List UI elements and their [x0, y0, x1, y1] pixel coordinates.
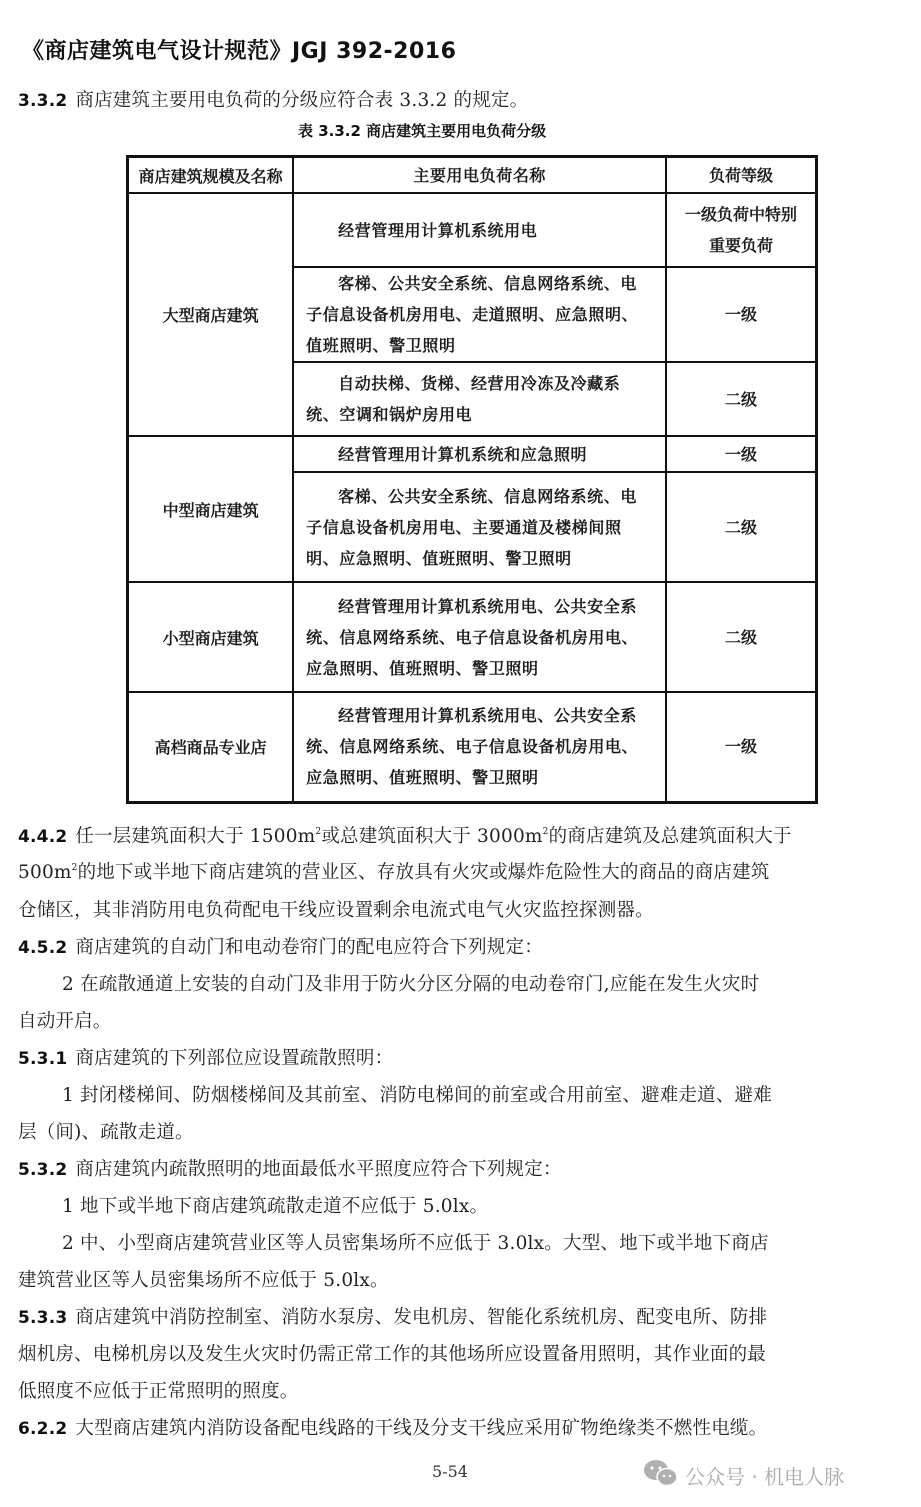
clause-3-3-2 — [18, 86, 528, 112]
clause-4-4-2-line-3: 仓储区，其非消防用电负荷配电干线应设置剩余电流式电气火灾监控探测器。 — [18, 900, 654, 921]
table-header-row — [128, 157, 817, 194]
clause-number: 5.3.1 — [18, 1049, 68, 1069]
clause-5-3-2 — [18, 1155, 562, 1181]
clause-5-3-3-line-3: 低照度不应低于正常照明的照度。 — [18, 1381, 299, 1402]
clause-5-3-1 — [18, 1044, 393, 1070]
load-cell — [293, 472, 666, 582]
clause-number: 4.5.2 — [18, 938, 68, 958]
clause-text: 商店建筑中消防控制室、消防水泵房、发电机房、智能化系统机房、配变电所、防排 — [75, 1307, 768, 1328]
group-name: 小型商店建筑 — [128, 582, 294, 692]
clause-4-4-2-line-1 — [18, 822, 792, 848]
clause-text: 大型商店建筑内消防设备配电线路的干线及分支干线应采用矿物绝缘类不燃性电缆。 — [75, 1418, 768, 1439]
clause-4-4-2-line-2 — [18, 858, 770, 884]
text-segment: 或总建筑面积大于 3000m — [321, 826, 543, 847]
load-text: 经营管理用计算机系统和应急照明 — [338, 444, 588, 464]
table-row — [128, 692, 817, 802]
grade-cell: 一级负荷中特别重要负荷 — [666, 193, 816, 267]
clause-6-2-2 — [18, 1414, 767, 1440]
table-row — [128, 582, 817, 692]
table-row — [128, 193, 817, 267]
grade-cell: 二级 — [666, 582, 816, 692]
clause-5-3-3-line-1 — [18, 1303, 767, 1329]
load-grade-table — [126, 155, 818, 804]
clause-number: 6.2.2 — [18, 1419, 68, 1439]
clause-5-3-2-item-2-cont: 建筑营业区等人员密集场所不应低于 5.0lx。 — [18, 1270, 389, 1291]
load-text: 经营管理用计算机系统用电、公共安全系统、信息网络系统、电子信息设备机房用电、应急照明、值班照明、警卫照明 — [306, 706, 639, 788]
table-row — [128, 436, 817, 472]
clause-text: 商店建筑的下列部位应设置疏散照明： — [75, 1048, 394, 1069]
load-text: 经营管理用计算机系统用电、公共安全系统、信息网络系统、电子信息设备机房用电、应急照明、值班照明、警卫照明 — [306, 596, 639, 678]
clause-number: 5.3.2 — [18, 1160, 68, 1180]
load-text: 自动扶梯、货梯、经营用冷冻及冷藏系统、空调和锅炉房用电 — [306, 374, 621, 424]
load-cell — [293, 436, 666, 472]
clause-5-3-3-line-2: 烟机房、电梯机房以及发生火灾时仍需正常工作的其他场所应设置备用照明，其作业面的最 — [18, 1344, 767, 1365]
grade-cell: 二级 — [666, 362, 816, 436]
load-text: 经营管理用计算机系统用电 — [338, 220, 538, 240]
grade-cell: 一级 — [666, 436, 816, 472]
superscript: 2 — [71, 863, 78, 873]
load-text: 客梯、公共安全系统、信息网络系统、电子信息设备机房用电、主要通道及楼梯间照明、应急照明、值班照明、警卫照明 — [306, 486, 637, 568]
watermark — [643, 1458, 844, 1493]
group-name: 大型商店建筑 — [128, 193, 294, 436]
grade-cell: 二级 — [666, 472, 816, 582]
clause-4-5-2-item-2: 2 在疏散通道上安装的自动门及非用于防火分区分隔的电动卷帘门,应能在发生火灾时 — [62, 974, 760, 995]
clause-text: 商店建筑主要用电负荷的分级应符合表 3.3.2 的规定。 — [75, 90, 529, 111]
page-number: 5-54 — [432, 1462, 468, 1481]
header-grade: 负荷等级 — [666, 157, 816, 194]
clause-5-3-1-item-1: 1 封闭楼梯间、防烟楼梯间及其前室、消防电梯间的前室或合用前室、避难走道、避难 — [62, 1085, 772, 1106]
load-cell — [293, 267, 666, 362]
grade-cell: 一级 — [666, 267, 816, 362]
superscript: 2 — [542, 827, 549, 837]
header-load-name: 主要用电负荷名称 — [293, 157, 666, 194]
group-name: 高档商品专业店 — [128, 692, 294, 802]
load-cell — [293, 582, 666, 692]
watermark-text: 公众号 · 机电人脉 — [685, 1465, 845, 1489]
clause-5-3-2-item-2: 2 中、小型商店建筑营业区等人员密集场所不应低于 3.0lx。大型、地下或半地下商店 — [62, 1233, 769, 1254]
text-segment: 500m — [18, 862, 72, 883]
clause-number: 3.3.2 — [18, 91, 68, 111]
clause-number: 4.4.2 — [18, 827, 68, 847]
text-segment: 的地下或半地下商店建筑的营业区、存放具有火灾或爆炸危险性大的商品的商店建筑 — [77, 862, 770, 883]
clause-4-5-2 — [18, 933, 543, 959]
clause-text: 商店建筑的自动门和电动卷帘门的配电应符合下列规定： — [75, 937, 543, 958]
document-title: 《商店建筑电气设计规范》JGJ 392-2016 — [22, 39, 457, 64]
table-caption: 表 3.3.2 商店建筑主要用电负荷分级 — [298, 122, 547, 140]
load-cell — [293, 362, 666, 436]
wechat-icon — [643, 1458, 679, 1493]
header-scale: 商店建筑规模及名称 — [128, 157, 294, 194]
group-name: 中型商店建筑 — [128, 436, 294, 582]
clause-5-3-2-item-1: 1 地下或半地下商店建筑疏散走道不应低于 5.0lx。 — [62, 1196, 489, 1217]
load-cell — [293, 193, 666, 267]
clause-5-3-1-item-1-cont: 层（间)、疏散走道。 — [18, 1122, 194, 1143]
text-segment: 任一层建筑面积大于 1500m — [75, 826, 316, 847]
grade-cell: 一级 — [666, 692, 816, 802]
superscript: 2 — [315, 827, 322, 837]
clause-4-5-2-item-2-cont: 自动开启。 — [18, 1011, 112, 1032]
clause-text: 商店建筑内疏散照明的地面最低水平照度应符合下列规定： — [75, 1159, 562, 1180]
clause-number: 5.3.3 — [18, 1308, 68, 1328]
load-text: 客梯、公共安全系统、信息网络系统、电子信息设备机房用电、走道照明、应急照明、值班照明、警卫照明 — [306, 274, 639, 355]
text-segment: 的商店建筑及总建筑面积大于 — [548, 826, 792, 847]
load-cell — [293, 692, 666, 802]
